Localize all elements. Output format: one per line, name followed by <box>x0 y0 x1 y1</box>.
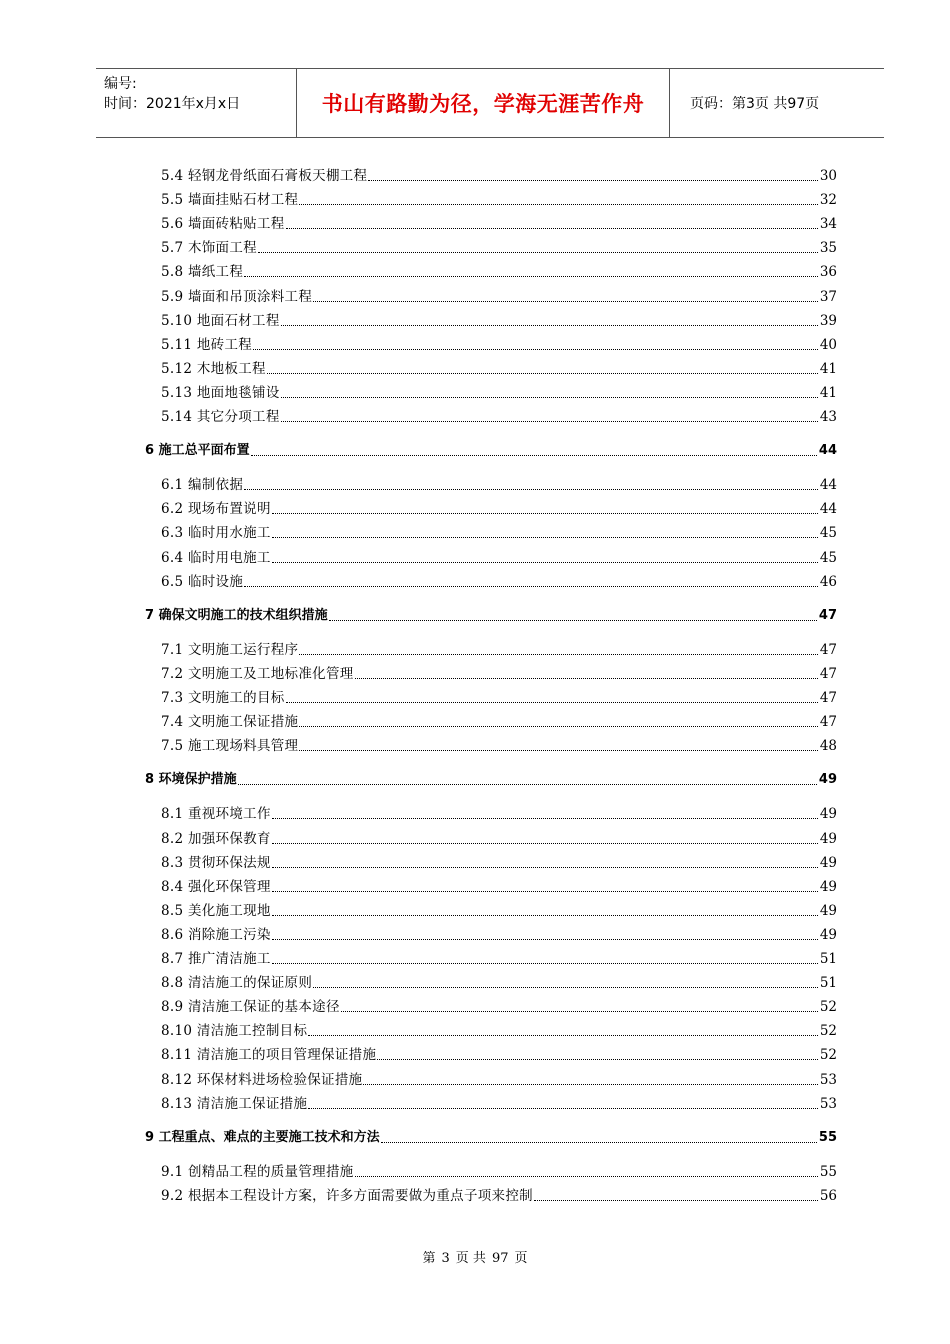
toc-entry-label: 8.4 强化环保管理 <box>161 878 271 895</box>
toc-chapter-entry[interactable] <box>145 768 837 788</box>
toc-entry-label: 8.1 重视环境工作 <box>161 806 271 823</box>
toc-dot-leader <box>308 1021 818 1036</box>
toc-entry-label: 7.3 文明施工的目标 <box>161 690 285 706</box>
toc-entry-page: 49 <box>819 806 837 823</box>
toc-entry-label: 5.13 地面地毯铺设 <box>161 384 280 401</box>
doc-time-label: 时间：2021年x月x日 <box>104 96 241 112</box>
toc-section-entry[interactable] <box>161 188 837 208</box>
toc-entry-page: 49 <box>819 926 837 943</box>
toc-section-entry[interactable] <box>161 802 837 822</box>
toc-section-entry[interactable] <box>161 1043 837 1063</box>
toc-entry-label: 5.7 木饰面工程 <box>161 240 257 257</box>
toc-entry-page: 30 <box>819 168 837 184</box>
toc-section-entry[interactable] <box>161 686 837 706</box>
toc-entry-label: 8.9 清洁施工保证的基本途径 <box>161 999 340 1016</box>
toc-entry-page: 47 <box>819 665 837 682</box>
toc-dot-leader <box>272 925 818 940</box>
toc-dot-leader <box>308 1094 818 1109</box>
toc-dot-leader <box>299 190 817 205</box>
toc-entry-label: 7.4 文明施工保证措施 <box>161 714 299 731</box>
toc-entry-label: 8.10 清洁施工控制目标 <box>161 1023 308 1040</box>
toc-entry-page: 39 <box>819 312 837 329</box>
toc-entry-label: 8.11 清洁施工的项目管理保证措施 <box>161 1047 377 1064</box>
toc-section-entry[interactable] <box>161 260 837 280</box>
toc-dot-leader <box>272 804 818 819</box>
toc-dot-leader <box>272 548 818 563</box>
toc-entry-label: 9.2 根据本工程设计方案，许多方面需要做为重点子项来控制 <box>161 1187 533 1204</box>
toc-entry-page: 53 <box>819 1095 837 1112</box>
toc-entry-page: 47 <box>819 690 837 706</box>
toc-entry-page: 40 <box>819 336 837 353</box>
toc-entry-label: 8.8 清洁施工的保证原则 <box>161 975 313 992</box>
toc-section-entry[interactable] <box>161 381 837 401</box>
toc-entry-label: 7.2 文明施工及工地标准化管理 <box>161 665 354 682</box>
toc-entry-label: 7 确保文明施工的技术组织措施 <box>145 607 328 623</box>
toc-dot-leader <box>299 640 817 655</box>
toc-chapter-entry[interactable] <box>145 439 837 459</box>
toc-entry-page: 55 <box>819 1163 837 1180</box>
toc-entry-page: 43 <box>819 409 837 425</box>
toc-entry-label: 7.1 文明施工运行程序 <box>161 641 299 658</box>
toc-dot-leader <box>377 1045 818 1060</box>
toc-entry-label: 8.5 美化施工现地 <box>161 902 271 919</box>
toc-dot-leader <box>238 770 817 785</box>
toc-section-entry[interactable] <box>161 995 837 1015</box>
toc-entry-label: 8.7 推广清洁施工 <box>161 951 271 967</box>
toc-dot-leader <box>258 238 818 253</box>
toc-entry-label: 6 施工总平面布置 <box>145 443 250 459</box>
toc-dot-leader <box>299 736 817 751</box>
toc-entry-label: 6.2 现场布置说明 <box>161 501 271 518</box>
footer-mid: 页 共 <box>455 1251 486 1266</box>
toc-dot-leader <box>355 664 818 679</box>
header-page-info <box>680 69 884 137</box>
toc-entry-label: 5.4 轻钢龙骨纸面石膏板天棚工程 <box>161 168 368 184</box>
toc-entry-page: 53 <box>819 1071 837 1088</box>
toc-dot-leader <box>381 1128 817 1143</box>
toc-entry-page: 49 <box>819 854 837 871</box>
footer-suffix: 页 <box>514 1251 528 1266</box>
toc-entry-page: 44 <box>819 477 837 494</box>
toc-entry-label: 5.14 其它分项工程 <box>161 409 280 425</box>
toc-entry-page: 52 <box>819 1047 837 1064</box>
toc-entry-label: 8.12 环保材料进场检验保证措施 <box>161 1071 363 1088</box>
toc-dot-leader <box>355 1162 818 1177</box>
toc-entry-page: 47 <box>819 714 837 731</box>
header-motto: 书山有路勤为径，学海无涯苦作舟 <box>297 69 670 137</box>
toc-dot-leader <box>286 214 818 229</box>
toc-section-entry[interactable] <box>161 899 837 919</box>
toc-section-entry[interactable] <box>161 405 837 425</box>
toc-dot-leader <box>534 1186 818 1201</box>
toc-entry-page: 51 <box>819 975 837 992</box>
toc-entry-page: 49 <box>819 902 837 919</box>
toc-entry-page: 51 <box>819 951 837 967</box>
toc-dot-leader <box>299 712 817 727</box>
toc-entry-page: 52 <box>819 999 837 1016</box>
toc-entry-page: 41 <box>819 384 837 401</box>
toc-entry-label: 5.9 墙面和吊顶涂料工程 <box>161 288 313 305</box>
toc-dot-leader <box>272 949 818 964</box>
toc-dot-leader <box>272 877 818 892</box>
toc-section-entry[interactable] <box>161 236 837 256</box>
page-footer <box>0 1247 950 1266</box>
toc-entry-label: 7.5 施工现场料具管理 <box>161 738 299 755</box>
toc-dot-leader <box>272 523 818 538</box>
toc-section-entry[interactable] <box>161 333 837 353</box>
toc-chapter-entry[interactable] <box>145 1126 837 1146</box>
toc-entry-page: 45 <box>819 549 837 566</box>
toc-dot-leader <box>272 829 818 844</box>
toc-entry-label: 5.5 墙面挂贴石材工程 <box>161 192 299 209</box>
toc-entry-page: 32 <box>819 192 837 209</box>
toc-entry-label: 9.1 创精品工程的质量管理措施 <box>161 1163 354 1180</box>
toc-section-entry[interactable] <box>161 1160 837 1180</box>
toc-dot-leader <box>272 853 818 868</box>
toc-section-entry[interactable] <box>161 546 837 566</box>
toc-entry-page: 49 <box>819 878 837 895</box>
toc-entry-page: 44 <box>818 443 837 459</box>
toc-section-entry[interactable] <box>161 827 837 847</box>
toc-section-entry[interactable] <box>161 570 837 590</box>
footer-current-page: 3 <box>441 1251 450 1266</box>
toc-section-entry[interactable] <box>161 1068 837 1088</box>
toc-entry-page: 46 <box>819 573 837 590</box>
toc-section-entry[interactable] <box>161 971 837 991</box>
toc-section-entry[interactable] <box>161 357 837 377</box>
toc-dot-leader <box>341 997 818 1012</box>
toc-entry-page: 44 <box>819 501 837 518</box>
toc-entry-label: 5.12 木地板工程 <box>161 360 266 377</box>
toc-section-entry[interactable] <box>161 662 837 682</box>
footer-prefix: 第 <box>422 1251 436 1266</box>
toc-entry-page: 47 <box>818 607 837 623</box>
toc-entry-page: 34 <box>819 216 837 233</box>
toc-dot-leader <box>272 901 818 916</box>
toc-entry-label: 6.4 临时用电施工 <box>161 549 271 566</box>
toc-entry-page: 48 <box>819 738 837 755</box>
footer-total-pages: 97 <box>491 1251 509 1266</box>
toc-dot-leader <box>267 359 818 374</box>
toc-section-entry[interactable] <box>161 1092 837 1112</box>
toc-entry-page: 35 <box>819 240 837 257</box>
toc-entry-label: 5.6 墙面砖粘贴工程 <box>161 216 285 233</box>
toc-dot-leader <box>368 166 817 181</box>
toc-dot-leader <box>329 606 817 621</box>
toc-dot-leader <box>281 407 818 422</box>
toc-dot-leader <box>313 973 818 988</box>
toc-entry-page: 36 <box>819 264 837 281</box>
toc-entry-page: 41 <box>819 360 837 377</box>
toc-section-entry[interactable] <box>161 947 837 967</box>
toc-entry-label: 6.3 临时用水施工 <box>161 525 271 542</box>
toc-section-entry[interactable] <box>161 473 837 493</box>
toc-dot-leader <box>281 311 818 326</box>
header-meta-cell <box>96 69 297 137</box>
header-page-info-text: 页码：第3页 共97页 <box>690 96 820 112</box>
toc-entry-label: 8.13 清洁施工保证措施 <box>161 1095 308 1112</box>
toc-entry-page: 49 <box>819 830 837 847</box>
page-header <box>96 68 884 138</box>
doc-number-label: 编号: <box>104 76 137 92</box>
toc-section-entry[interactable] <box>161 851 837 871</box>
toc-entry-label: 5.11 地砖工程 <box>161 336 253 353</box>
toc-dot-leader <box>244 475 818 490</box>
toc-section-entry[interactable] <box>161 638 837 658</box>
toc-section-entry[interactable] <box>161 710 837 730</box>
toc-section-entry[interactable] <box>161 923 837 943</box>
toc-entry-page: 47 <box>819 641 837 658</box>
toc-section-entry[interactable] <box>161 164 837 184</box>
toc-entry-page: 55 <box>818 1129 837 1145</box>
toc-section-entry[interactable] <box>161 734 837 754</box>
toc-section-entry[interactable] <box>161 875 837 895</box>
toc-entry-label: 8.6 消除施工污染 <box>161 926 271 943</box>
toc-dot-leader <box>313 287 818 302</box>
toc-entry-label: 6.5 临时设施 <box>161 573 244 590</box>
toc-section-entry[interactable] <box>161 497 837 517</box>
toc-section-entry[interactable] <box>161 1019 837 1039</box>
toc-entry-label: 9 工程重点、难点的主要施工技术和方法 <box>145 1129 380 1145</box>
toc-entry-label: 5.10 地面石材工程 <box>161 312 280 329</box>
toc-entry-page: 52 <box>819 1023 837 1040</box>
toc-entry-page: 49 <box>818 772 837 788</box>
toc-section-entry[interactable] <box>161 285 837 305</box>
toc-entry-page: 45 <box>819 525 837 542</box>
toc-chapter-entry[interactable] <box>145 604 837 624</box>
toc-entry-page: 37 <box>819 288 837 305</box>
toc-section-entry[interactable] <box>161 1184 837 1204</box>
toc-dot-leader <box>244 572 818 587</box>
toc-section-entry[interactable] <box>161 212 837 232</box>
toc-dot-leader <box>251 441 817 456</box>
toc-entry-label: 8 环境保护措施 <box>145 772 237 788</box>
toc-dot-leader <box>281 383 818 398</box>
toc-entry-label: 6.1 编制依据 <box>161 477 244 494</box>
toc-entry-label: 8.2 加强环保教育 <box>161 830 271 847</box>
toc-section-entry[interactable] <box>161 521 837 541</box>
toc-dot-leader <box>253 335 818 350</box>
toc-entry-label: 5.8 墙纸工程 <box>161 264 244 281</box>
toc-dot-leader <box>272 499 818 514</box>
toc-dot-leader <box>286 688 818 703</box>
toc-dot-leader <box>363 1070 817 1085</box>
toc-section-entry[interactable] <box>161 309 837 329</box>
toc-dot-leader <box>244 262 818 277</box>
toc-entry-label: 8.3 贯彻环保法规 <box>161 854 271 871</box>
toc-entry-page: 56 <box>819 1187 837 1204</box>
